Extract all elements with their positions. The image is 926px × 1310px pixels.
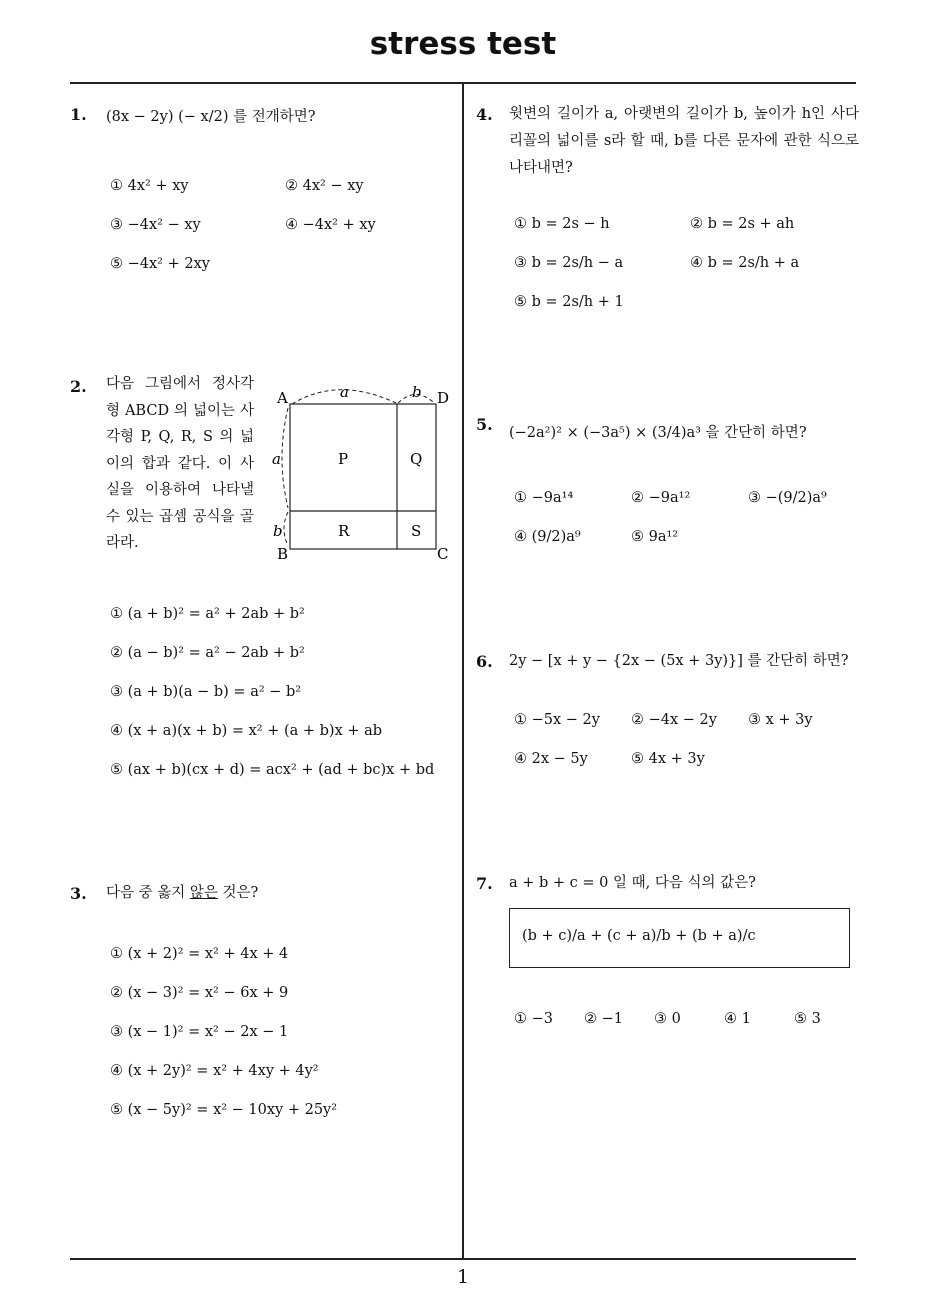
option[interactable]: ② −9a¹² [631, 490, 691, 506]
option[interactable]: ② (x − 3)² = x² − 6x + 9 [110, 985, 289, 1001]
option[interactable]: ⑤ 9a¹² [631, 529, 679, 545]
top-b-label: b [412, 383, 422, 401]
option[interactable]: ④ −4x² + xy [285, 217, 376, 233]
square-abcd-figure [268, 378, 458, 568]
option[interactable]: ⑤ 3 [794, 1011, 821, 1027]
option[interactable]: ③ 0 [654, 1011, 681, 1027]
question-text: 2y − [x + y − {2x − (5x + 3y)}] 를 간단히 하면? [509, 653, 849, 669]
option[interactable]: ③ −4x² − xy [110, 217, 201, 233]
option[interactable]: ⑤ (x − 5y)² = x² − 10xy + 25y² [110, 1102, 338, 1118]
option[interactable]: ⑤ b = 2s/h + 1 [514, 294, 624, 310]
question-number: 6. [476, 652, 493, 671]
question-number: 2. [70, 377, 87, 396]
option[interactable]: ② −4x − 2y [631, 712, 717, 728]
left-a-label: a [272, 450, 281, 468]
option[interactable]: ③ b = 2s/h − a [514, 255, 624, 271]
option[interactable]: ④ b = 2s/h + a [690, 255, 800, 271]
question-number: 5. [476, 415, 493, 434]
option[interactable]: ① (x + 2)² = x² + 4x + 4 [110, 946, 289, 962]
left-b-label: b [273, 522, 283, 540]
option[interactable]: ③ x + 3y [748, 712, 813, 728]
question-number: 4. [476, 105, 493, 124]
option[interactable]: ② 4x² − xy [285, 178, 364, 194]
option[interactable]: ① −3 [514, 1011, 553, 1027]
question-number: 3. [70, 884, 87, 903]
option[interactable]: ② −1 [584, 1011, 623, 1027]
region-p-label: P [338, 450, 349, 468]
option[interactable]: ① −9a¹⁴ [514, 490, 574, 506]
top-a-label: a [340, 383, 349, 401]
option[interactable]: ③ (a + b)(a − b) = a² − b² [110, 684, 302, 700]
question-text: (8x − 2y) (− x/2) 를 전개하면? [106, 109, 316, 125]
option[interactable]: ① (a + b)² = a² + 2ab + b² [110, 606, 305, 622]
option[interactable]: ① b = 2s − h [514, 216, 610, 232]
boxed-expression-text: (b + c)/a + (c + a)/b + (b + a)/c [522, 928, 756, 944]
page-title: stress test [369, 26, 557, 62]
corner-c-label: C [437, 545, 449, 563]
option[interactable]: ② b = 2s + ah [690, 216, 795, 232]
option[interactable]: ④ (x + 2y)² = x² + 4xy + 4y² [110, 1063, 319, 1079]
bottom-rule [70, 1258, 856, 1260]
option[interactable]: ② (a − b)² = a² − 2ab + b² [110, 645, 305, 661]
option[interactable]: ③ −(9/2)a⁹ [748, 490, 827, 506]
question-text: (−2a²)² × (−3a⁵) × (3/4)a³ 을 간단히 하면? [509, 425, 807, 441]
boxed-expression [509, 908, 850, 968]
question-number: 7. [476, 874, 493, 893]
region-q-label: Q [410, 450, 423, 468]
question-number: 1. [70, 105, 87, 124]
left-a-brace [282, 408, 288, 508]
option[interactable]: ⑤ −4x² + 2xy [110, 256, 210, 272]
option[interactable]: ④ 1 [724, 1011, 751, 1027]
corner-a-label: A [277, 389, 288, 407]
left-b-brace [284, 512, 288, 546]
option[interactable]: ④ 2x − 5y [514, 751, 588, 767]
option[interactable]: ④ (x + a)(x + b) = x² + (a + b)x + ab [110, 723, 383, 739]
region-s-label: S [411, 522, 422, 540]
question-text [106, 880, 258, 907]
option[interactable]: ⑤ (ax + b)(cx + d) = acx² + (ad + bc)x + bd [110, 762, 435, 778]
question-text: 다음 그림에서 정사각형 ABCD 의 넓이는 사각형 P, Q, R, S 의 넓이의 합과 같다. 이 사실을 이용하여 나타낼 수 있는 곱셈 공식을 골라라. [106, 376, 254, 551]
column-divider [462, 83, 464, 1259]
corner-b-label: B [277, 545, 289, 563]
option[interactable]: ① 4x² + xy [110, 178, 189, 194]
underlined-word: 않은 [189, 885, 218, 901]
question-text: a + b + c = 0 일 때, 다음 식의 값은? [509, 875, 756, 891]
question-text-part: 다음 중 옳지 [106, 885, 190, 901]
option[interactable]: ④ (9/2)a⁹ [514, 529, 581, 545]
question-text-part: 것은? [217, 885, 259, 901]
option[interactable]: ③ (x − 1)² = x² − 2x − 1 [110, 1024, 289, 1040]
option[interactable]: ⑤ 4x + 3y [631, 751, 705, 767]
page-number: 1 [456, 1266, 470, 1288]
option[interactable]: ① −5x − 2y [514, 712, 600, 728]
question-text: 윗변의 길이가 a, 아랫변의 길이가 b, 높이가 h인 사다리꼴의 넓이를 s라 할 때, b를 다른 문자에 관한 식으로 나타내면? [509, 106, 859, 176]
region-r-label: R [338, 522, 350, 540]
corner-d-label: D [437, 389, 450, 407]
